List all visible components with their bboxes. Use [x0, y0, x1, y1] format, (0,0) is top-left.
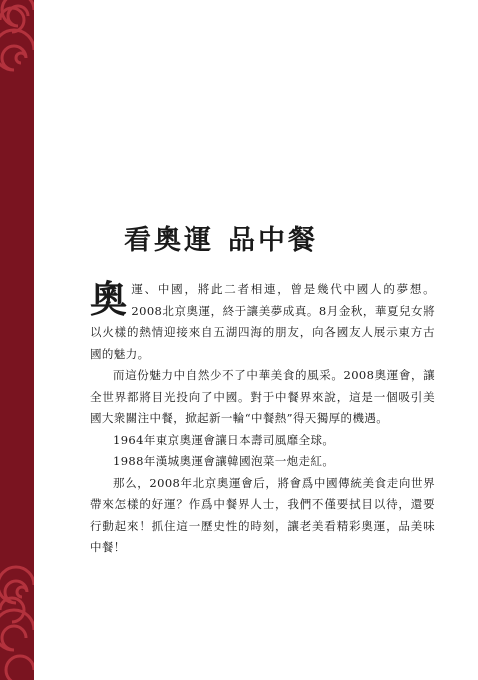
- paragraph-1-text: 運、中國，將此二者相連，曾是幾代中國人的夢想。2008北京奧運，終于讓美夢成真。8月金秋，華夏兒女將以火樣的熱情迎接來自五湖四海的朋友，向各國友人展示東方古國的魅力。: [90, 282, 435, 361]
- paragraph-1: [90, 279, 435, 365]
- paragraph-5: 那么，2008年北京奧運會后，將會爲中國傳統美食走向世界帶來怎樣的好運？作爲中餐界人士，我們不僅要拭目以待，還要行動起來！抓住這一歷史性的時刻，讓老美看精彩奧運，品美味中餐！: [90, 475, 435, 554]
- title-part-1: 看奧運: [124, 225, 214, 256]
- article: [90, 218, 435, 559]
- decorative-side-band: [0, 0, 34, 680]
- drop-cap: 奧: [90, 278, 128, 321]
- article-title: [124, 218, 435, 257]
- paragraph-4: 1988年漢城奧運會讓韓國泡菜一炮走紅。: [113, 454, 335, 468]
- paragraph-3: 1964年東京奧運會讓日本壽司風靡全球。: [113, 432, 335, 447]
- swirl-ornament-icon: [0, 0, 34, 680]
- title-part-2: 品中餐: [228, 225, 318, 256]
- paragraph-2: 而這份魅力中自然少不了中華美食的風采。2008奧運會，讓全世界都將目光投向了中國。對于中餐界來說，這是一個吸引美國大衆關注中餐，掀起新一輪“中餐熱”得天獨厚的機遇。: [90, 368, 435, 425]
